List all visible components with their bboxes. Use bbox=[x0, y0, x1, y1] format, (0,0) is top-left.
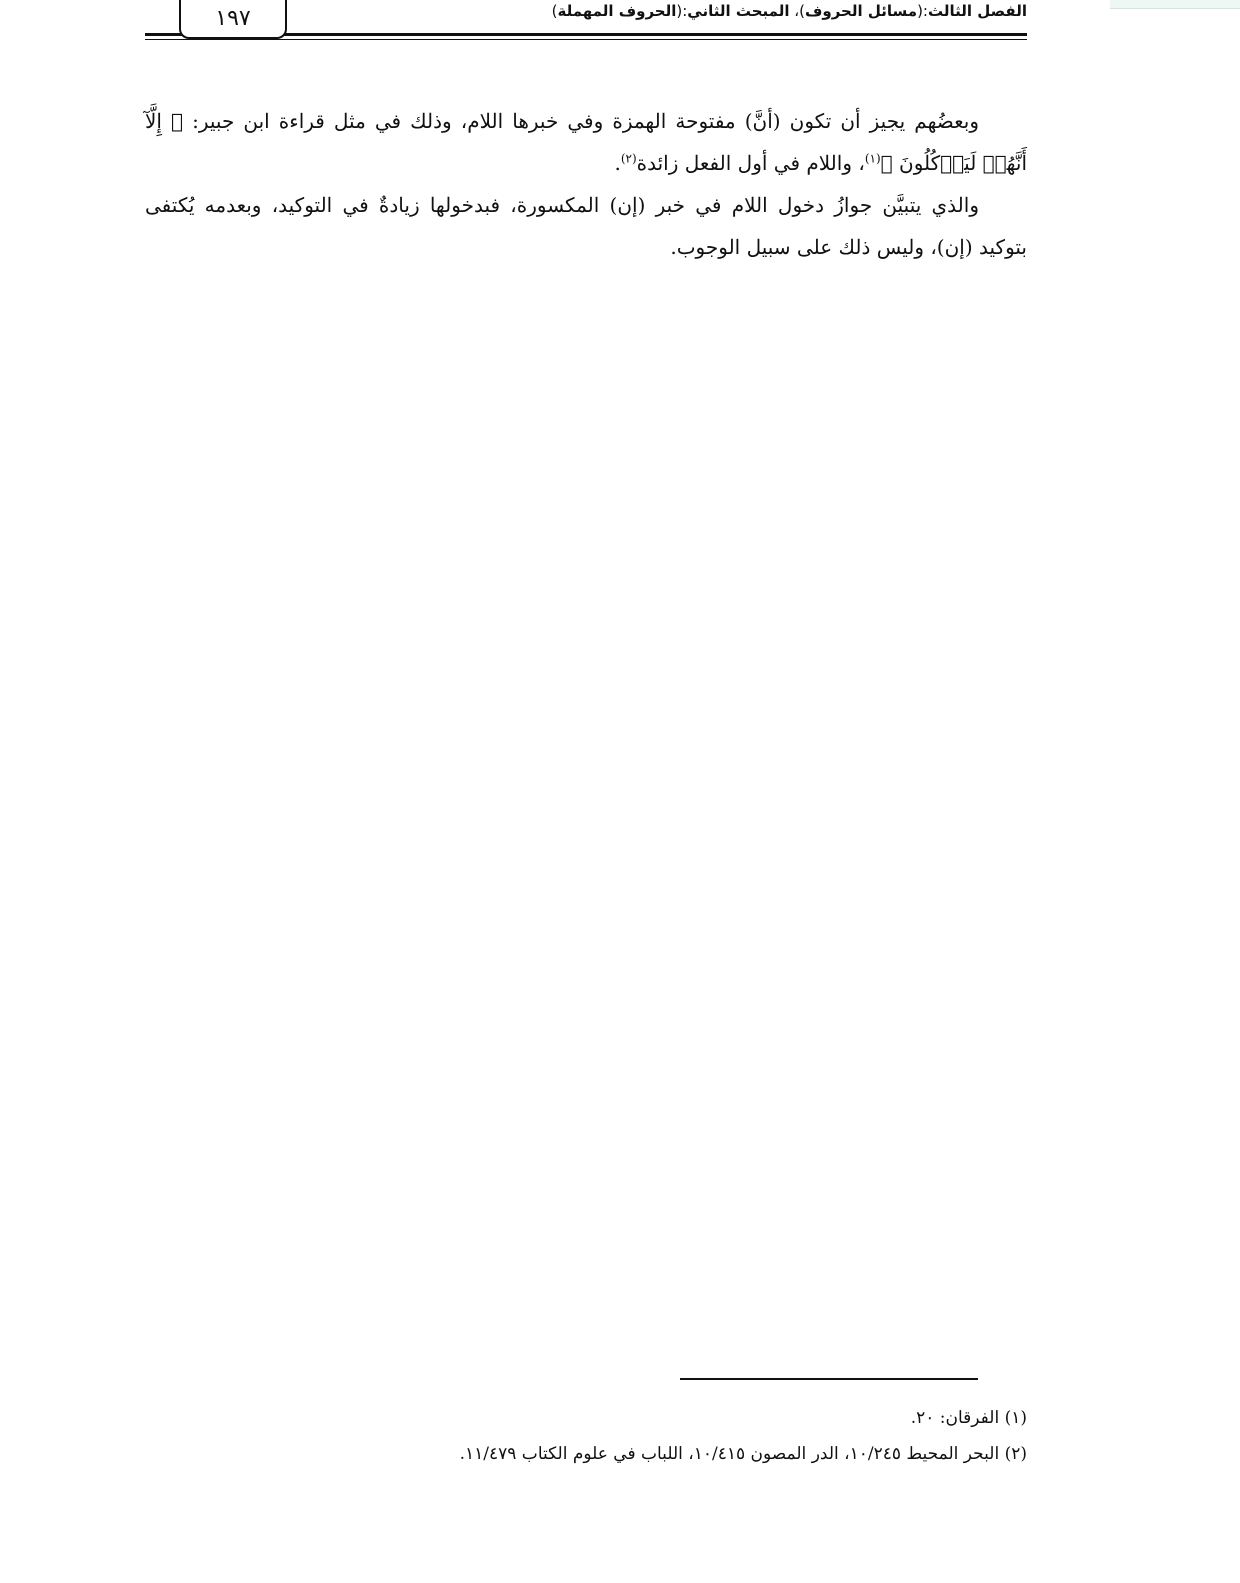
running-head-topic: الحروف المهملة bbox=[557, 2, 677, 20]
running-head-subsection: المبحث الثاني bbox=[687, 2, 790, 20]
quran-quote: ﴿ إِلَّآ أَنَّهُمۡ لَيَأۡكُلُونَ ﴾ bbox=[145, 109, 1027, 175]
footnote-2: (٢) البحر المحيط ١٠/٢٤٥، الدر المصون ١٠/٤١٥، اللباب في علوم الكتاب ١١/٤٧٩. bbox=[459, 1444, 1027, 1464]
paragraph-1-part-c: . bbox=[614, 151, 621, 175]
running-head-paren-open-1: ( bbox=[917, 2, 923, 20]
footnotes bbox=[145, 1400, 1027, 1472]
paragraph-1-part-a: وبعضُهم يجيز أن تكون (أنَّ) مفتوحة الهمزة وفي خبرها اللام، وذلك في مثل قراءة ابن جبير: bbox=[183, 109, 980, 133]
page-number-text: ١٩٧ bbox=[215, 6, 251, 31]
running-head-section: مسائل الحروف bbox=[804, 2, 918, 20]
running-head-paren-close-2: ) bbox=[551, 2, 558, 20]
paragraph-2: والذي يتبيَّن جوازُ دخول اللام في خبر (إن) المكسورة، فبدخولها زيادةٌ في التوكيد، وبعدمه يُكتفى بتوكيد (إن)، وليس ذلك على سبيل الوجوب. bbox=[145, 193, 1027, 259]
running-head-sep-2: : bbox=[682, 2, 688, 20]
paragraph-1-part-b: ، واللام في أول الفعل زائدة bbox=[636, 151, 865, 175]
footnote-1: (١) الفرقان: ٢٠. bbox=[910, 1408, 1027, 1428]
corner-tab bbox=[1110, 0, 1240, 9]
running-head-paren-close-1: ) bbox=[799, 2, 805, 20]
running-head-comma: ، bbox=[789, 2, 800, 20]
header-rule-thin bbox=[145, 39, 1027, 40]
page-header bbox=[145, 0, 1027, 44]
running-head-chapter: الفصل الثالث bbox=[927, 2, 1027, 20]
running-head-sep-1: : bbox=[922, 2, 928, 20]
main-text bbox=[145, 100, 1027, 268]
running-head-paren-open-2: ( bbox=[676, 2, 683, 20]
paragraph-1 bbox=[145, 100, 1027, 184]
page-number bbox=[179, 0, 287, 39]
footnote-separator bbox=[680, 1378, 978, 1380]
running-head bbox=[552, 2, 1027, 20]
footnote-ref-2[interactable]: (٢) bbox=[620, 151, 637, 166]
footnote-ref-1[interactable]: (١) bbox=[864, 151, 881, 166]
